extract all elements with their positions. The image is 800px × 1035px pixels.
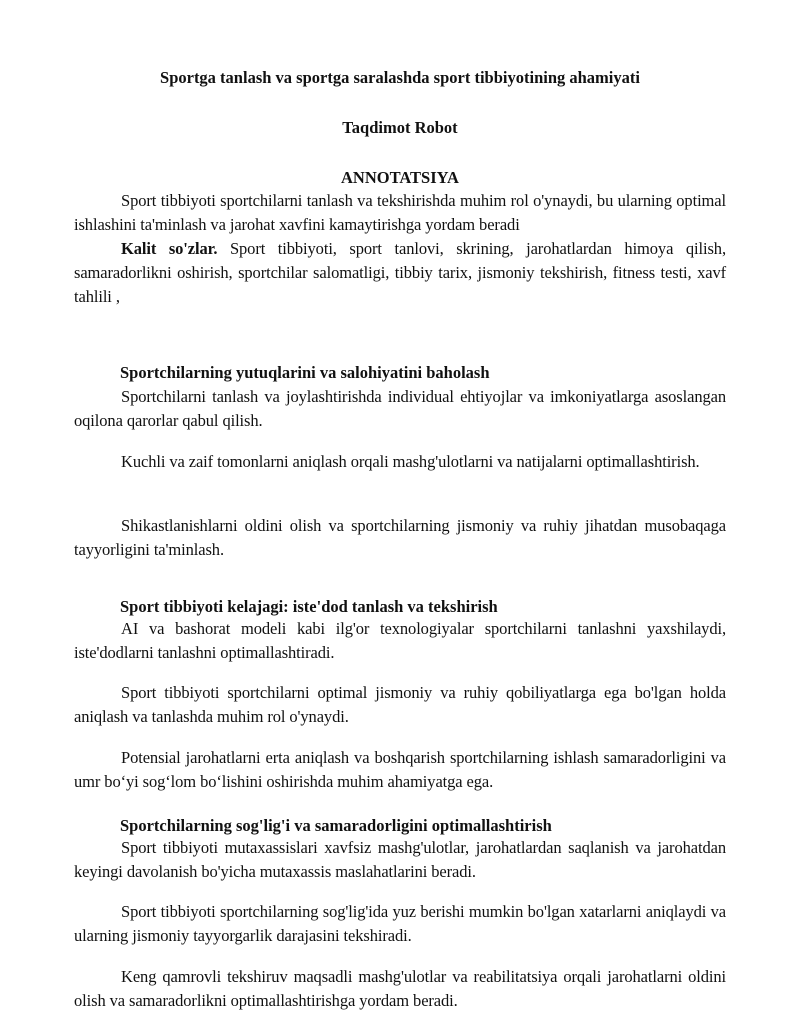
section-heading: Sportchilarning sog'lig'i va samaradorligini optimallashtirish [120, 816, 552, 835]
section-heading: Sportchilarning yutuqlarini va salohiyatini baholash [120, 363, 490, 382]
section-paragraph: Keng qamrovli tekshiruv maqsadli mashg'ulotlar va reabilitatsiya orqali jarohatlarni oldini olish va samaradorlikni optimallashtirishga yordam beradi. [74, 967, 726, 1010]
section-paragraph: Shikastlanishlarni oldini olish va sportchilarning jismoniy va ruhiy jihatdan musobaqaga tayyorligini ta'minlash. [74, 516, 726, 559]
document-title: Sportga tanlash va sportga saralashda sport tibbiyotining ahamiyati [160, 68, 640, 87]
section-paragraph: Potensial jarohatlarni erta aniqlash va boshqarish sportchilarning ishlash samaradorligini va umr bo‘yi sog‘lom bo‘lishini oshirishda muhim ahamiyatga ega. [74, 748, 726, 791]
annotation-heading: ANNOTATSIYA [341, 168, 459, 187]
section-paragraph: Sport tibbiyoti sportchilarni optimal jismoniy va ruhiy qobiliyatlarga ega bo'lgan holda aniqlash va tanlashda muhim rol o'ynaydi. [74, 683, 726, 726]
section-paragraph: Sport tibbiyoti sportchilarning sog'lig'ida yuz berishi mumkin bo'lgan xatarlarni aniqlaydi va ularning jismoniy tayyorgarlik darajasini tekshiradi. [74, 902, 726, 945]
annotation-text: Sport tibbiyoti sportchilarni tanlash va tekshirishda muhim rol o'ynaydi, bu ularning optimal ishlashini ta'minlash va jarohat xavfini kamaytirishga yordam beradi [74, 191, 726, 234]
section-heading: Sport tibbiyoti kelajagi: iste'dod tanlash va tekshirish [120, 597, 498, 616]
section-paragraph: Sport tibbiyoti mutaxassislari xavfsiz mashg'ulotlar, jarohatlardan saqlanish va jarohatdan keyingi davolanish bo'yicha mutaxassis maslahatlarini beradi. [74, 838, 726, 881]
section-paragraph: AI va bashorat modeli kabi ilg'or texnologiyalar sportchilarni tanlashni yaxshilaydi, iste'dodlarni tanlashni optimallashtiradi. [74, 619, 726, 662]
keywords-paragraph [74, 237, 726, 309]
section-paragraph: Sportchilarni tanlash va joylashtirishda individual ehtiyojlar va imkoniyatlarga asoslangan oqilona qarorlar qabul qilish. [74, 387, 726, 430]
keywords-text: Sport tibbiyoti, sport tanlovi, skrining, jarohatlardan himoya qilish, samaradorlikni oshirish, sportchilar salomatligi, tibbiy tarix, jismoniy tekshirish, fitness testi, xavf tahlili , [74, 239, 726, 306]
section-paragraph: Kuchli va zaif tomonlarni aniqlash orqali mashg'ulotlarni va natijalarni optimallashtirish. [121, 452, 700, 471]
keywords-label: Kalit so'zlar. [121, 239, 218, 258]
document-author: Taqdimot Robot [342, 118, 458, 137]
